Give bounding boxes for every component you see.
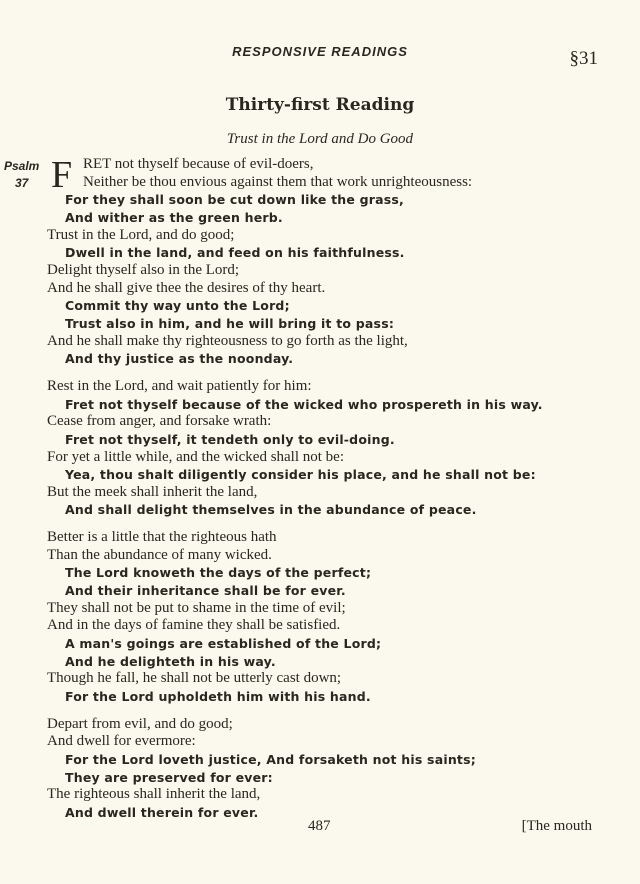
response-line: Commit thy way unto the Lord; xyxy=(65,298,290,314)
psalm-label: Psalm xyxy=(4,159,40,173)
section-number: §31 xyxy=(569,48,598,69)
stanza xyxy=(47,378,607,519)
verse-line: And he shall make thy righteousness to go forth as the light, xyxy=(47,332,408,349)
verse-line: And dwell for evermore: xyxy=(47,733,196,750)
response-line: A man's goings are established of the Lord; xyxy=(65,636,382,652)
response-line: And thy justice as the noonday. xyxy=(65,351,294,367)
verse-line: And he shall give thee the desires of thy heart. xyxy=(47,279,326,296)
verse-line: Than the abundance of many wicked. xyxy=(47,546,272,563)
verse-line: Delight thyself also in the Lord; xyxy=(47,261,240,278)
verse-line: Better is a little that the righteous hath xyxy=(47,529,277,546)
page-number: 487 xyxy=(308,818,331,834)
verse-line: Though he fall, he shall not be utterly cast down; xyxy=(47,670,342,687)
response-line: For the Lord upholdeth him with his hand. xyxy=(65,689,371,705)
response-line: Dwell in the land, and feed on his faithfulness. xyxy=(65,245,405,261)
verse-line: Rest in the Lord, and wait patiently for him: xyxy=(47,377,312,394)
verse-line: Depart from evil, and do good; xyxy=(47,715,233,732)
response-line: The Lord knoweth the days of the perfect; xyxy=(65,565,372,581)
stanza xyxy=(47,191,607,368)
response-line: And dwell therein for ever. xyxy=(65,804,259,820)
psalm-number: 37 xyxy=(15,176,29,190)
stanza xyxy=(47,716,607,822)
verse-line: And in the days of famine they shall be satisfied. xyxy=(47,617,341,634)
response-line: And wither as the green herb. xyxy=(65,209,283,225)
response-line: Fret not thyself, it tendeth only to evil-doing. xyxy=(65,431,395,447)
verse-line: Trust in the Lord, and do good; xyxy=(47,226,235,243)
verse-line: But the meek shall inherit the land, xyxy=(47,483,258,500)
stanzas xyxy=(47,191,607,821)
catchword: [The mouth xyxy=(521,818,592,834)
verse-line: RET not thyself because of evil-doers, xyxy=(83,156,314,172)
response-line: For they shall soon be cut down like the grass, xyxy=(65,192,404,208)
response-line: And he delighteth in his way. xyxy=(65,653,276,669)
verse-line: They shall not be put to shame in the time of evil; xyxy=(47,599,346,616)
reading-title: Thirty-first Reading xyxy=(225,95,415,115)
response-line: Trust also in him, and he will bring it to pass: xyxy=(65,315,395,331)
response-line: Fret not thyself because of the wicked who prospereth in his way. xyxy=(65,396,543,412)
drop-cap: F xyxy=(51,154,73,196)
response-line: For the Lord loveth justice, And forsaketh not his saints; xyxy=(65,752,476,767)
reading-text xyxy=(47,156,607,832)
response-line: They are preserved for ever: xyxy=(65,769,273,785)
running-head: RESPONSIVE READINGS xyxy=(232,44,408,59)
stanza xyxy=(47,529,607,706)
verse-line: For yet a little while, and the wicked shall not be: xyxy=(47,448,345,465)
psalm-reference xyxy=(4,158,39,192)
verse-line: The righteous shall inherit the land, xyxy=(47,786,261,803)
response-line: Yea, thou shalt diligently consider his place, and he shall not be: xyxy=(65,467,536,483)
response-line: And shall delight themselves in the abundance of peace. xyxy=(65,502,477,518)
verse-line: Cease from anger, and forsake wrath: xyxy=(47,413,272,430)
opening-verse xyxy=(47,154,607,196)
reading-subtitle: Trust in the Lord and Do Good xyxy=(226,131,414,147)
verse-line: Neither be thou envious against them that work unrighteousness: xyxy=(83,173,473,190)
response-line: And their inheritance shall be for ever. xyxy=(65,583,346,599)
